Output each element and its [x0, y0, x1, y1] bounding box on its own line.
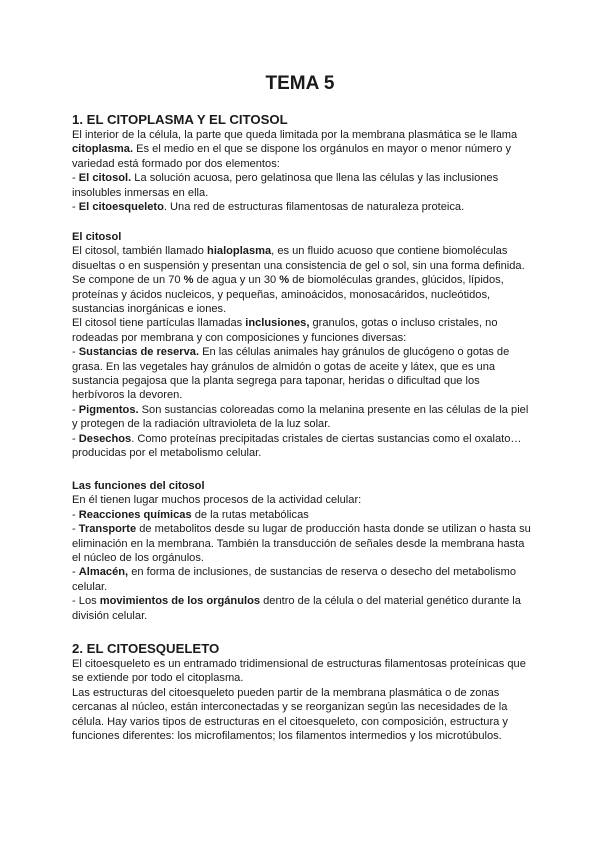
paragraph — [72, 244, 532, 273]
text: de la rutas metabólicas — [191, 508, 309, 521]
bullet: - — [72, 523, 79, 536]
text: granulos, gotas o incluso cristales, no rodeadas por membrana y con composiciones y funciones diversas: — [72, 317, 498, 344]
bold-term: Sustancias de reserva. — [78, 346, 200, 359]
list-item — [72, 508, 532, 522]
section-heading: 2. EL CITOESQUELETO — [72, 641, 220, 656]
list-item — [72, 403, 532, 432]
bullet: - — [72, 403, 79, 416]
list-item — [72, 565, 532, 594]
section-citosol — [72, 230, 532, 461]
list-item — [72, 200, 532, 214]
bold-term: Transporte — [78, 523, 137, 536]
bullet: - — [72, 346, 79, 359]
bold-term: hialoplasma — [207, 245, 272, 258]
bullet: - — [72, 432, 79, 445]
percent-sign: % — [183, 274, 194, 287]
bold-term: Desechos — [78, 432, 132, 445]
list-item — [72, 432, 532, 461]
bold-term: Reacciones químicas — [78, 508, 192, 521]
section-heading: 1. EL CITOPLASMA Y EL CITOSOL — [72, 112, 288, 127]
text: El citosol tiene partículas llamadas — [72, 317, 246, 330]
bullet: - — [72, 172, 79, 185]
paragraph: El citoesqueleto es un entramado tridimensional de estructuras filamentosas proteínicas que se extiende por todo el citoplasma. — [72, 658, 526, 685]
text: El citosol, también llamado — [72, 245, 208, 258]
bullet: - — [72, 566, 79, 579]
list-item — [72, 171, 532, 200]
bold-term: El citosol. — [78, 172, 132, 185]
bold-term: Almacén, — [78, 566, 129, 579]
text: Es el medio en el que se dispone los orgánulos en mayor o menor número y variedad está formado por dos elementos: — [72, 143, 512, 170]
text: El interior de la célula, la parte que queda limitada por la membrana plasmática se le llama — [72, 129, 518, 141]
list-item — [72, 345, 532, 403]
list-item — [72, 594, 532, 623]
text: en forma de inclusiones, de sustancias de reserva o desecho del metabolismo celular. — [72, 566, 516, 593]
subsection-heading: El citosol — [72, 231, 122, 243]
bullet: - — [72, 201, 79, 214]
page-title: TEMA 5 — [265, 73, 335, 94]
bold-term: movimientos de los orgánulos — [99, 595, 261, 608]
bold-term: El citoesqueleto — [78, 201, 164, 214]
bold-term: inclusiones, — [245, 317, 310, 330]
text: de agua y un 30 — [193, 274, 280, 287]
bold-term: citoplasma. — [72, 143, 134, 156]
text: dentro de la célula o del material genético durante la división celular. — [72, 595, 521, 622]
subsection-heading: Las funciones del citosol — [72, 480, 205, 492]
bullet: - Los — [72, 595, 100, 608]
bullet: - — [72, 508, 79, 521]
text: de biomoléculas grandes, glúcidos, lípidos, proteínas y ácidos nucleicos, y pequeñas, aminoácidos, monosacáridos, nucleótidos, sustancias inorgánicas e iones. — [72, 274, 504, 316]
text: de metabolitos desde su lugar de producción hasta donde se utilizan o hasta su eliminación en la membrana. También la transducción de señales desde la membrana hasta el núcleo de los orgánulos. — [72, 523, 531, 565]
text: Son sustancias coloreadas como la melanina presente en las células de la piel y protegen de la radiación ultravioleta de la luz solar. — [72, 403, 529, 431]
paragraph — [72, 128, 532, 171]
text: Se compone de un 70 — [72, 274, 184, 287]
text: En las células animales hay gránulos de glucógeno o gotas de grasa. En las vegetales hay gránulos de almidón o gotas de aceite y látex, que es una sustancia pegajosa que la planta segrega para taponar, heridas o dificultad que los herbívoros la devoren. — [72, 346, 510, 402]
paragraph — [72, 316, 532, 345]
text: , es un fluido acuoso que contiene biomoléculas disueltas o en suspensión y presentan una consistencia de gel o sol, sin una forma definida. — [72, 245, 525, 272]
paragraph — [72, 273, 532, 316]
bold-term: Pigmentos. — [78, 403, 139, 416]
section-citoplasma — [72, 112, 532, 214]
text: . Como proteínas precipitadas cristales de ciertas sustancias como el oxalato… producidas por el metabolismo celular. — [72, 432, 522, 460]
list-item — [72, 522, 532, 565]
percent-sign: % — [279, 274, 290, 287]
section-funciones — [72, 479, 532, 623]
text: . Una red de estructuras filamentosas de naturaleza proteica. — [163, 201, 465, 214]
section-citoesqueleto — [72, 641, 532, 743]
paragraph: Las estructuras del citoesqueleto pueden partir de la membrana plasmática o de zonas cercanas al núcleo, están interconectadas y se reorganizan según las necesidades de la célula. Hay varios tipos de estructuras en el citoesqueleto, con composición, estructura y funciones diferentes: los microfilamentos; los filamentos intermedios y los microtúbulos. — [72, 686, 508, 743]
text: La solución acuosa, pero gelatinosa que llena las células y las inclusiones insolubles inmersas en ella. — [72, 172, 499, 199]
paragraph: En él tienen lugar muchos procesos de la actividad celular: — [72, 494, 362, 507]
